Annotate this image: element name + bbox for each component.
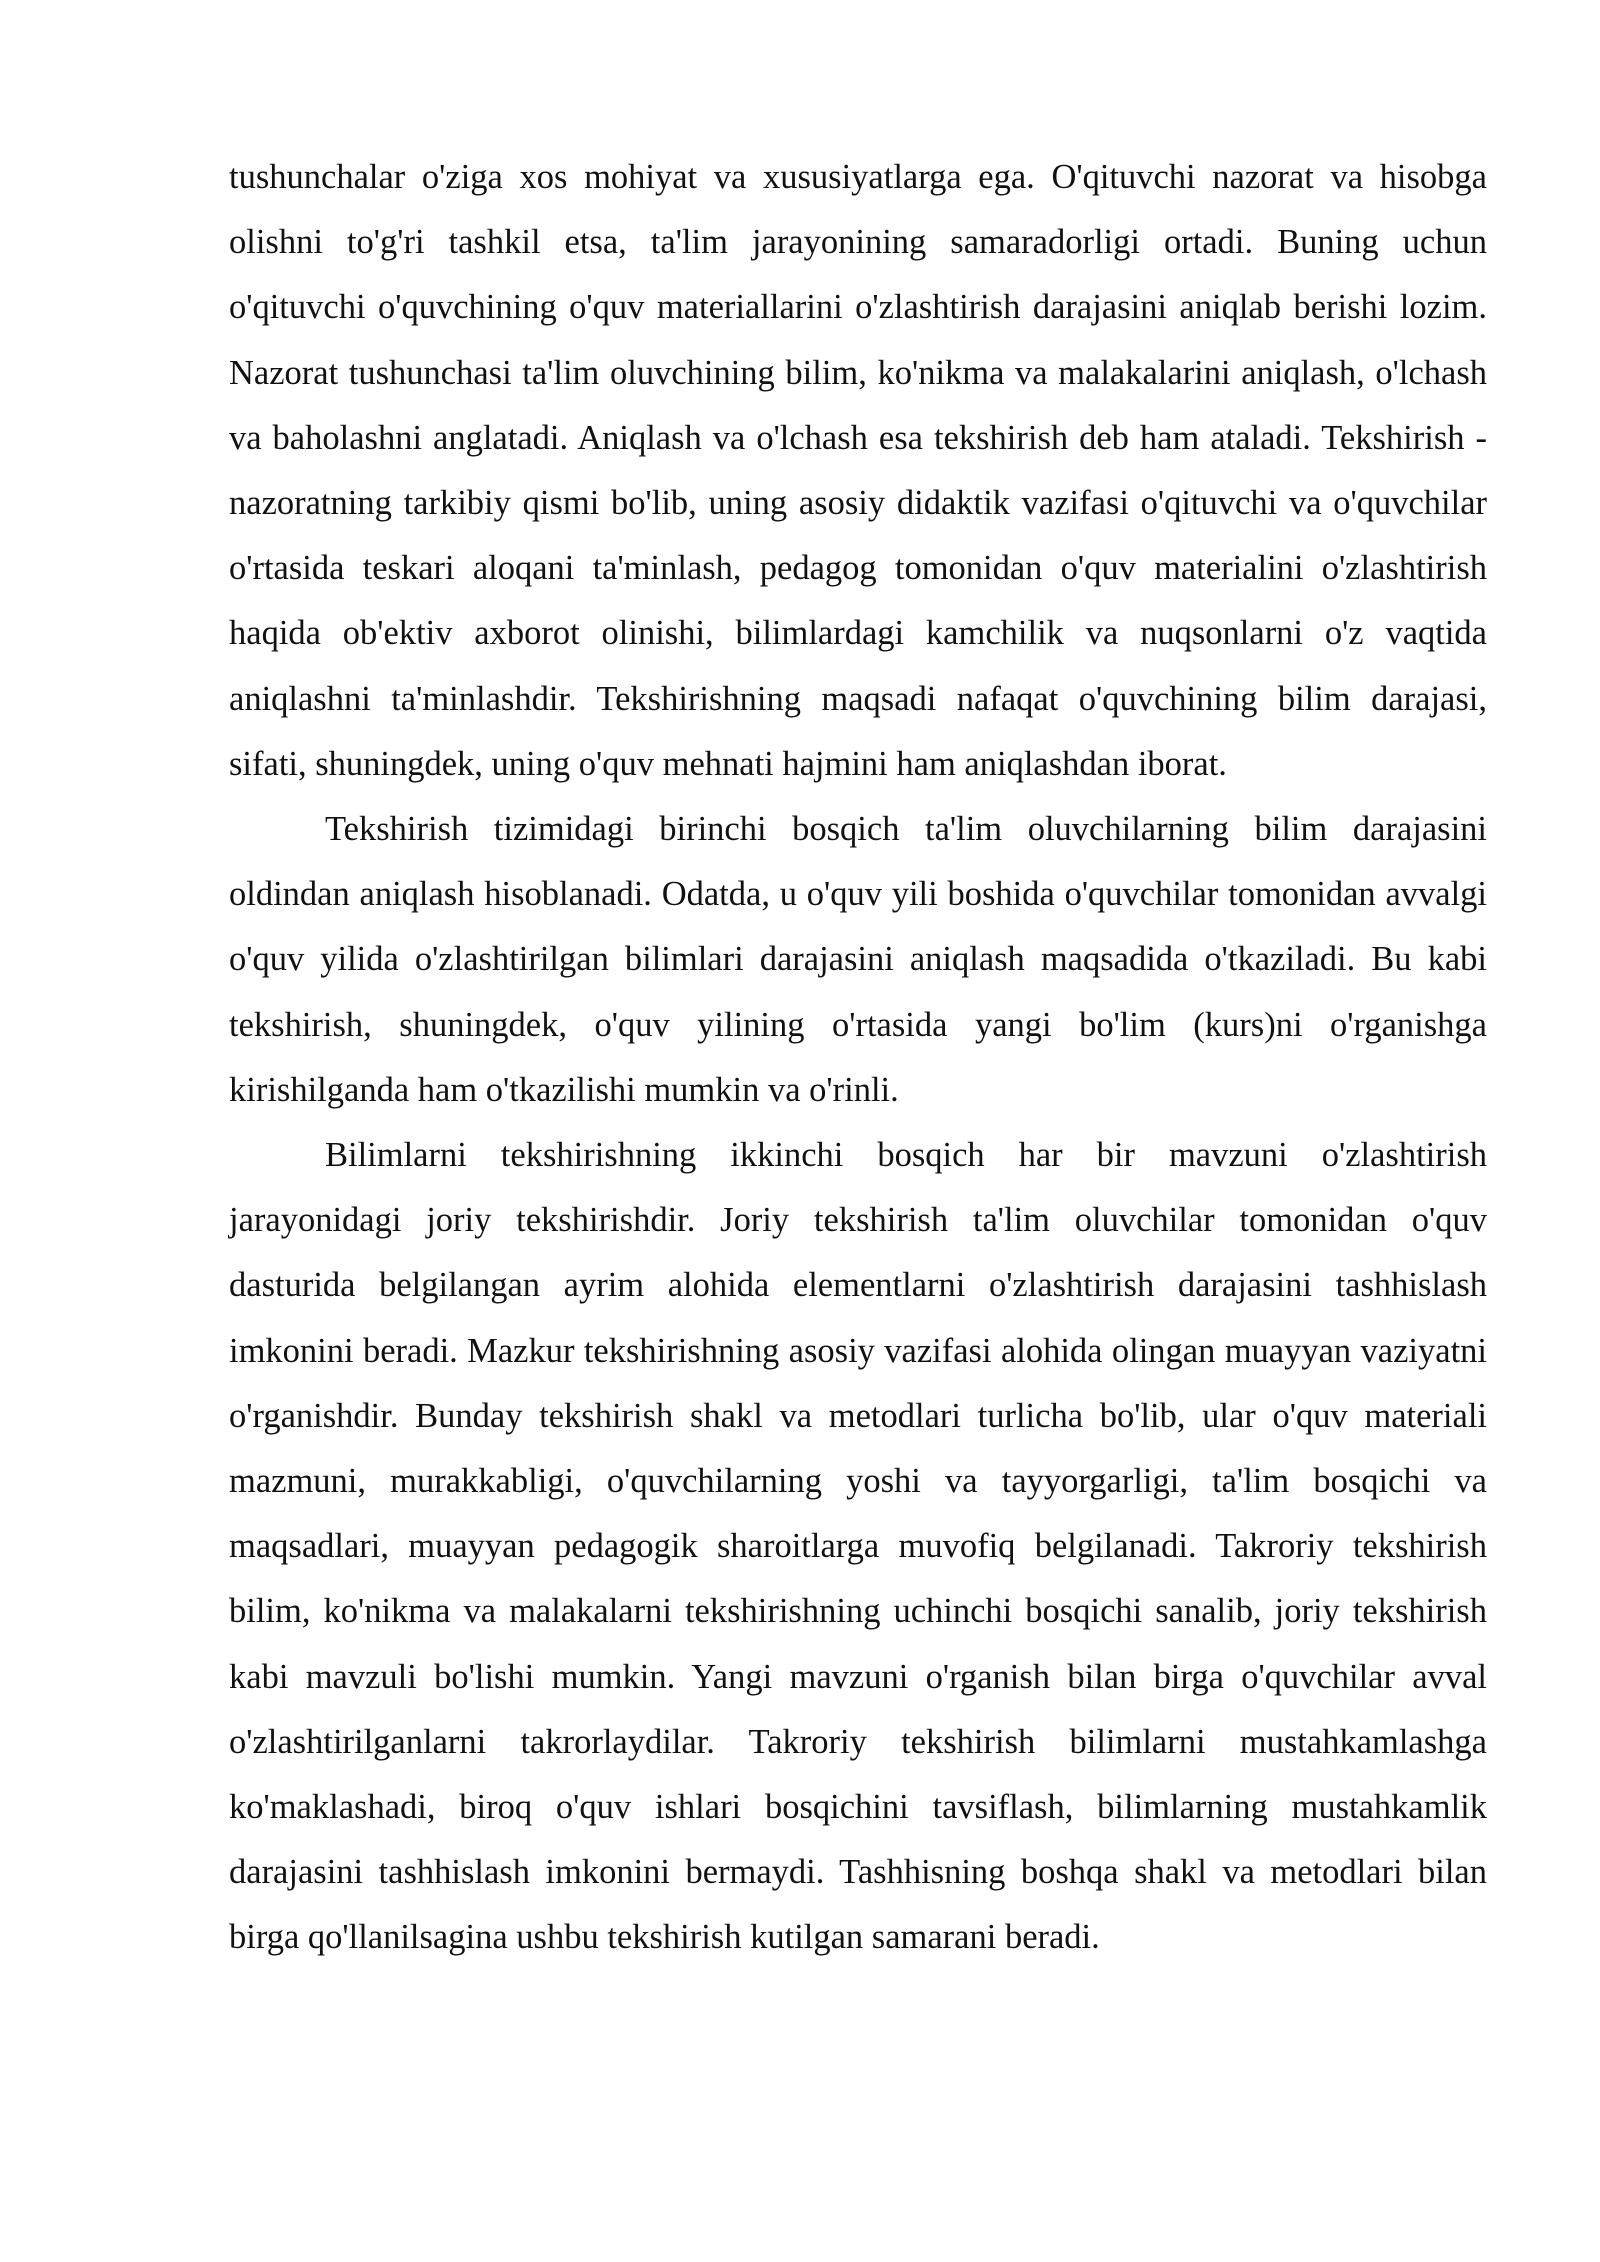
paragraph-2: Tekshirish tizimidagi birinchi bosqich ta'lim oluvchilarning bilim darajasini oldindan aniqlash hisoblanadi. Odatda, u o'quv yili boshida o'quvchilar tomonidan avvalgi o'quv yilida o'zlashtirilgan bilimlari darajasini aniqlash maqsadida o'tkaziladi. Bu kabi tekshirish, shuningdek, o'quv yilining o'rtasida yangi bo'lim (kurs)ni o'rganishga kirishilganda ham o'tkazilishi mumkin va o'rinli.: [229, 810, 1487, 1109]
body-text: [229, 145, 1487, 1971]
paragraph-3: Bilimlarni tekshirishning ikkinchi bosqich har bir mavzuni o'zlashtirish jarayonidagi joriy tekshirishdir. Joriy tekshirish ta'lim oluvchilar tomonidan o'quv dasturida belgilangan ayrim alohida elementlarni o'zlashtirish darajasini tashhislash imkonini beradi. Mazkur tekshirishning asosiy vazifasi alohida olingan muayyan vaziyatni o'rganishdir. Bunday tekshirish shakl va metodlari turlicha bo'lib, ular o'quv materiali mazmuni, murakkabligi, o'quvchilarning yoshi va tayyorgarligi, ta'lim bosqichi va maqsadlari, muayyan pedagogik sharoitlarga muvofiq belgilanadi. Takroriy tekshirish bilim, ko'nikma va malakalarni tekshirishning uchinchi bosqichi sanalib, joriy tekshirish kabi mavzuli bo'lishi mumkin. Yangi mavzuni o'rganish bilan birga o'quvchilar avval o'zlashtirilganlarni takrorlaydilar. Takroriy tekshirish bilimlarni mustahkamlashga ko'maklashadi, biroq o'quv ishlari bosqichini tavsiflash, bilimlarning mustahkamlik darajasini tashhislash imkonini bermaydi. Tashhisning boshqa shakl va metodlari bilan birga qo'llanilsagina ushbu tekshirish kutilgan samarani beradi.: [229, 1136, 1487, 1957]
paragraph-1: tushunchalar o'ziga xos mohiyat va xususiyatlarga ega. O'qituvchi nazorat va hisobga olishni to'g'ri tashkil etsa, ta'lim jarayonining samaradorligi ortadi. Buning uchun o'qituvchi o'quvchining o'quv materiallarini o'zlashtirish darajasini aniqlab berishi lozim. Nazorat tushunchasi ta'lim oluvchining bilim, ko'nikma va malakalarini aniqlash, o'lchash va baholashni anglatadi. Aniqlash va o'lchash esa tekshirish deb ham ataladi. Tekshirish - nazoratning tarkibiy qismi bo'lib, uning asosiy didaktik vazifasi o'qituvchi va o'quvchilar o'rtasida teskari aloqani ta'minlash, pedagog tomonidan o'quv materialini o'zlashtirish haqida ob'ektiv axborot olinishi, bilimlardagi kamchilik va nuqsonlarni o'z vaqtida aniqlashni ta'minlashdir. Tekshirishning maqsadi nafaqat o'quvchining bilim darajasi, sifati, shuningdek, uning o'quv mehnati hajmini ham aniqlashdan iborat.: [229, 158, 1487, 783]
